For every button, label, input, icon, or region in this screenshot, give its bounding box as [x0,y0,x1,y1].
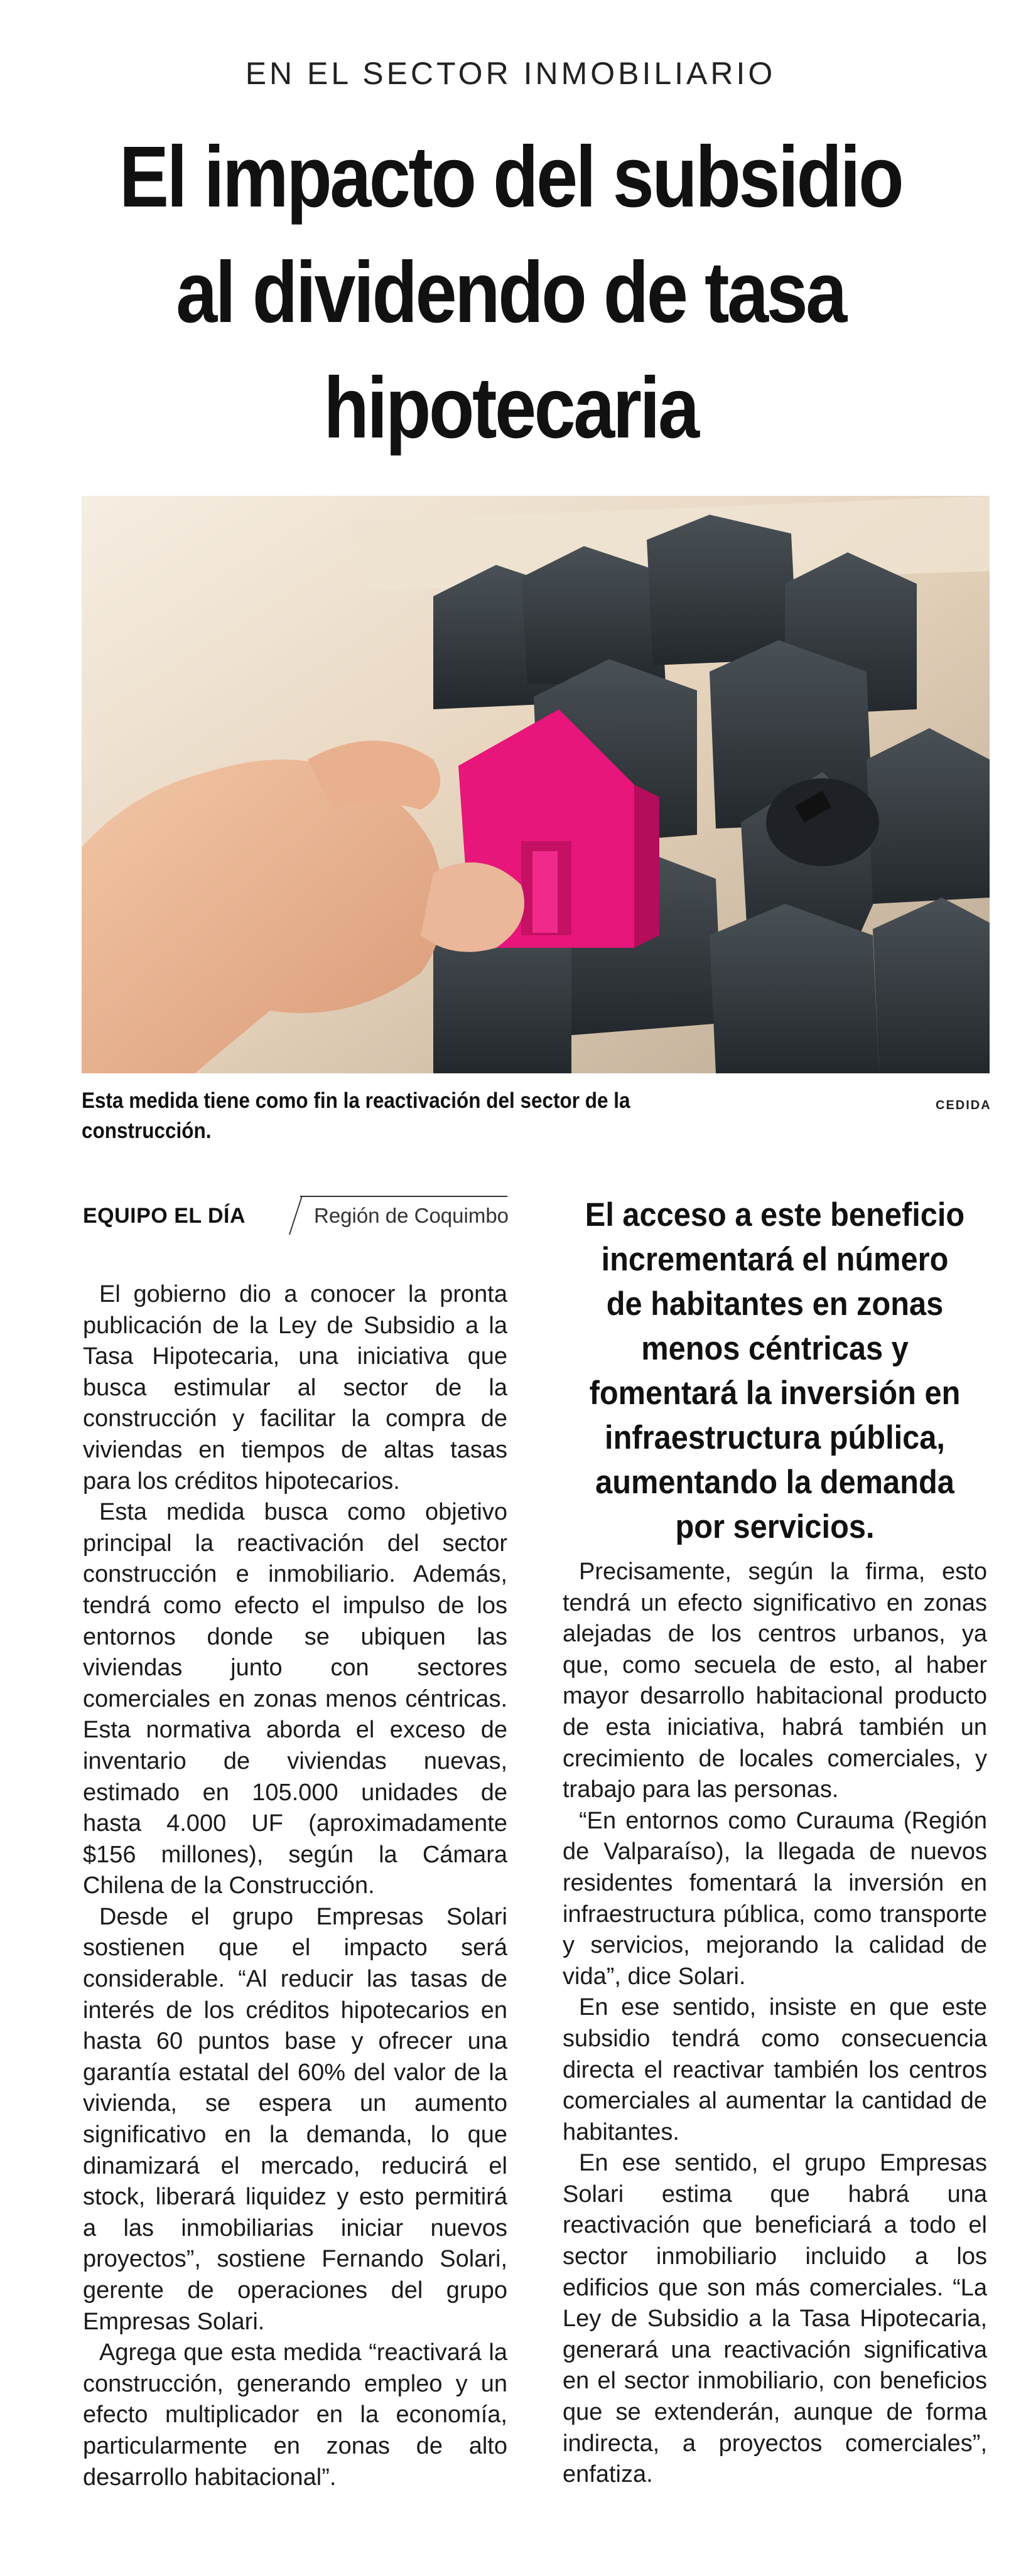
body-paragraph: Esta medida busca como objetivo principal la reactivación del sector construcción e inmobiliario. Además, tendrá como efecto el impulso de los entornos donde se ubiquen las viviendas junto con sectores comerciales en zonas menos céntricas. Esta normativa aborda el exceso de inventario de viviendas nuevas, estimado en 105.000 unidades de hasta 4.000 UF (aproximadamente $156 millones), según la Cámara Chilena de la Construcción. [83,1499,507,1899]
photo-credit: CEDIDA [936,1098,991,1112]
byline-author: EQUIPO EL DÍA [83,1204,246,1228]
photo-caption: Esta medida tiene como fin la reactivación del sector de la construcción. [82,1088,630,1143]
body-paragraph: “En entornos como Curauma (Región de Valparaíso), la llegada de nuevos residentes fomentará la inversión en infraestructura pública, como transporte y servicios, mejorando la calidad de vida”, dice Solari. [563,1807,987,1990]
byline-region: Región de Coquimbo [314,1204,509,1227]
byline-divider [289,1196,303,1235]
body-paragraph: Agrega que esta medida “reactivará la construcción, generando empleo y un efecto multiplicador en la economía, particularmente en zonas de alto desarrollo habitacional”. [83,2339,507,2491]
byline-rule [300,1196,507,1197]
body-paragraph: En ese sentido, el grupo Empresas Solari estima que habrá una reactivación que beneficiará a todo el sector inmobiliario incluido a los edificios que son más comerciales. “La Ley de Subsidio a la Tasa Hipotecaria, generará una reactivación significativa en el sector inmobiliario, con beneficios que se extenderán, aunque de forma indirecta, a proyectos comerciales”, enfatiza. [563,2150,987,2488]
article-headline: El impacto del subsidio al dividendo de tasa hipotecaria [119,129,902,456]
article-photo [82,496,990,1073]
body-paragraph: Precisamente, según la firma, esto tendrá un efecto significativo en zonas alejadas de los centros urbanos, ya que, como secuela de esto, al haber mayor desarrollo habitacional producto de esta iniciativa, habrá también un crecimiento de locales comerciales, y trabajo para las personas. [563,1559,987,1803]
article-body-left-column [83,1279,507,2493]
body-paragraph: En ese sentido, insiste en que este subsidio tendrá como consecuencia directa el reactivar también los centros comerciales al aumentar la cantidad de habitantes. [563,1994,987,2145]
houses-photo-illustration [82,496,990,1073]
article-body-right-column [563,1557,987,2491]
section-kicker: EN EL SECTOR INMOBILIARIO [245,56,776,91]
body-paragraph: El gobierno dio a conocer la pronta publicación de la Ley de Subsidio a la Tasa Hipotecaria, una iniciativa que busca estimular al sector de la construcción y facilitar la compra de viviendas en tiempos de altas tasas para los créditos hipotecarios. [83,1281,507,1495]
body-paragraph: Desde el grupo Empresas Solari sostienen que el impacto será considerable. “Al reducir las tasas de interés de los créditos hipotecarios en hasta 60 puntos base y ofrecer una garantía estatal del 60% del valor de la vivienda, se espera un aumento significativo en la demanda, lo que dinamizará el mercado, reducirá el stock, liberará liquidez y esto permitirá a las inmobiliarias iniciar nuevos proyectos”, sostiene Fernando Solari, gerente de operaciones del grupo Empresas Solari. [83,1903,507,2335]
pull-quote: El acceso a este beneficio incrementará el número de habitantes en zonas menos céntricas y fomentará la inversión en infraestructura pública, aumentando la demanda por servicios. [585,1196,965,1545]
